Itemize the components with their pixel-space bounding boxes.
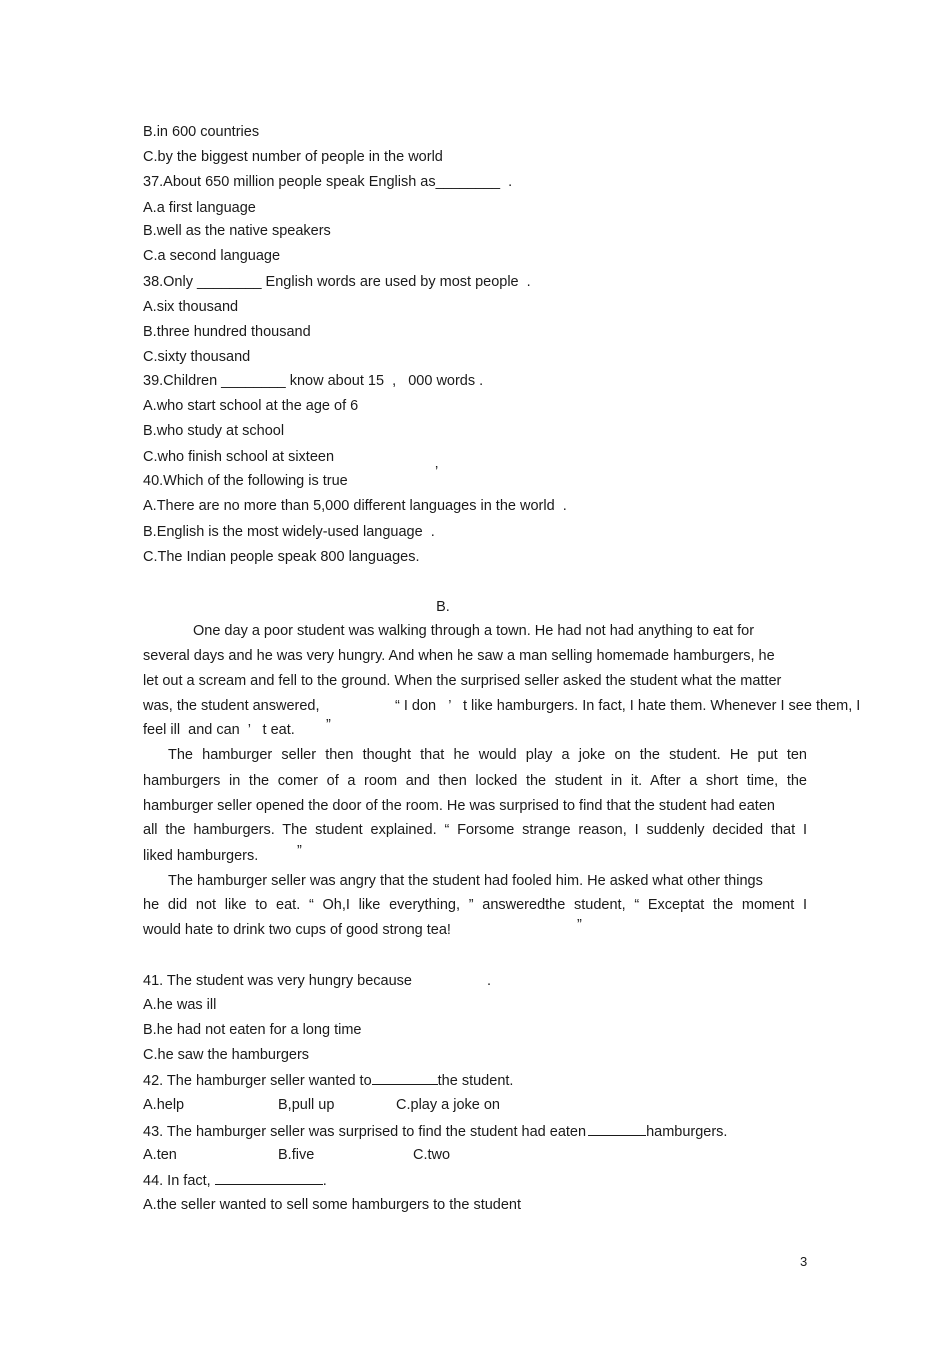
passage-p2-line5a: liked hamburgers. xyxy=(143,848,259,864)
q36-option-c: C.by the biggest number of people in the world xyxy=(143,149,443,165)
q37-stem: 37.About 650 million people speak English as________ . xyxy=(143,174,513,190)
q44-answer-blank xyxy=(215,1171,323,1185)
q42-stem-start: 42. The hamburger seller wanted to xyxy=(143,1073,372,1089)
q41-stem-end: . xyxy=(487,973,492,989)
q38-option-b: B.three hundred thousand xyxy=(143,324,311,340)
q44-option-a: A.the seller wanted to sell some hamburgers to the student xyxy=(143,1197,522,1213)
q40-option-b: B.English is the most widely-used language . xyxy=(143,524,435,540)
q43-stem-start: 43. The hamburger seller was surprised to find the student had eaten xyxy=(143,1124,587,1140)
passage-p2-line1: The hamburger seller then thought that he would play a joke on the student. He put ten xyxy=(168,747,807,763)
passage-p2-line4: all the hamburgers. The student explained. “ Forsome strange reason, I suddenly decided that I xyxy=(143,822,807,838)
q39-option-a: A.who start school at the age of 6 xyxy=(143,398,359,414)
q43-stem-end: hamburgers. xyxy=(646,1124,728,1140)
passage-p1-line5a: feel ill and can ’ t eat. xyxy=(143,722,295,738)
q43-stem xyxy=(143,1122,727,1141)
q41-option-b: B.he had not eaten for a long time xyxy=(143,1022,362,1038)
q36-option-b: B.in 600 countries xyxy=(143,124,260,140)
passage-p1-line4a: was, the student answered, xyxy=(143,698,320,714)
q44-stem-end: . xyxy=(322,1173,327,1189)
q40-option-a: A.There are no more than 5,000 different languages in the world . xyxy=(143,498,567,514)
q37-option-c: C.a second language xyxy=(143,248,281,264)
passage-p3-closing-quote: ” xyxy=(577,917,582,933)
page-number: 3 xyxy=(800,1254,808,1269)
passage-p2-line3: hamburger seller opened the door of the room. He was surprised to find that the student had eaten xyxy=(143,798,775,814)
q42-option-c: C.play a joke on xyxy=(396,1097,500,1113)
q42-stem-end: the student. xyxy=(437,1073,514,1089)
q41-option-a: A.he was ill xyxy=(143,997,217,1013)
passage-p1-line2: several days and he was very hungry. And when he saw a man selling homemade hamburgers, he xyxy=(143,648,775,664)
passage-p1-line4b: “ I don ’ t like hamburgers. In fact, I hate them. Whenever I see them, I xyxy=(395,698,861,714)
passage-p3-line1: The hamburger seller was angry that the student had fooled him. He asked what other things xyxy=(168,873,763,889)
q40-stem: 40.Which of the following is true xyxy=(143,473,348,489)
q39-option-c: C.who finish school at sixteen xyxy=(143,449,335,465)
q40-stray-mark: ’ xyxy=(435,464,439,480)
q42-answer-blank xyxy=(372,1071,438,1085)
passage-p3-line2: he did not like to eat. “ Oh,I like everything, ” answeredthe student, “ Exceptat the moment I xyxy=(143,897,807,913)
q39-option-b: B.who study at school xyxy=(143,423,285,439)
passage-p1-line1: One day a poor student was walking through a town. He had not had anything to eat for xyxy=(193,623,755,639)
q43-option-b: B.five xyxy=(278,1147,315,1163)
passage-heading: B. xyxy=(436,599,450,615)
q43-answer-blank xyxy=(588,1122,646,1136)
q37-option-b: B.well as the native speakers xyxy=(143,223,331,239)
passage-p2-closing-quote: ” xyxy=(297,843,302,859)
q42-stem xyxy=(143,1071,513,1090)
q44-stem-start: 44. In fact, xyxy=(143,1173,211,1189)
q41-stem: 41. The student was very hungry because xyxy=(143,973,412,989)
q42-option-a: A.help xyxy=(143,1097,185,1113)
passage-p2-line2: hamburgers in the comer of a room and then locked the student in it. After a short time, the xyxy=(143,773,807,789)
q42-option-b: B,pull up xyxy=(278,1097,335,1113)
q44-stem xyxy=(143,1171,327,1190)
q37-option-a: A.a first language xyxy=(143,200,256,216)
passage-p3-line3a: would hate to drink two cups of good strong tea! xyxy=(143,922,451,938)
passage-p1-closing-quote: ” xyxy=(326,717,331,733)
passage-p1-line3: let out a scream and fell to the ground. When the surprised seller asked the student what the matter xyxy=(143,673,782,689)
q38-option-c: C.sixty thousand xyxy=(143,349,251,365)
q39-stem: 39.Children ________ know about 15 , 000 words . xyxy=(143,373,484,389)
q40-option-c: C.The Indian people speak 800 languages. xyxy=(143,549,420,565)
q38-option-a: A.six thousand xyxy=(143,299,239,315)
q41-option-c: C.he saw the hamburgers xyxy=(143,1047,310,1063)
q38-stem: 38.Only ________ English words are used by most people . xyxy=(143,274,531,290)
q43-option-c: C.two xyxy=(413,1147,451,1163)
q43-option-a: A.ten xyxy=(143,1147,177,1163)
